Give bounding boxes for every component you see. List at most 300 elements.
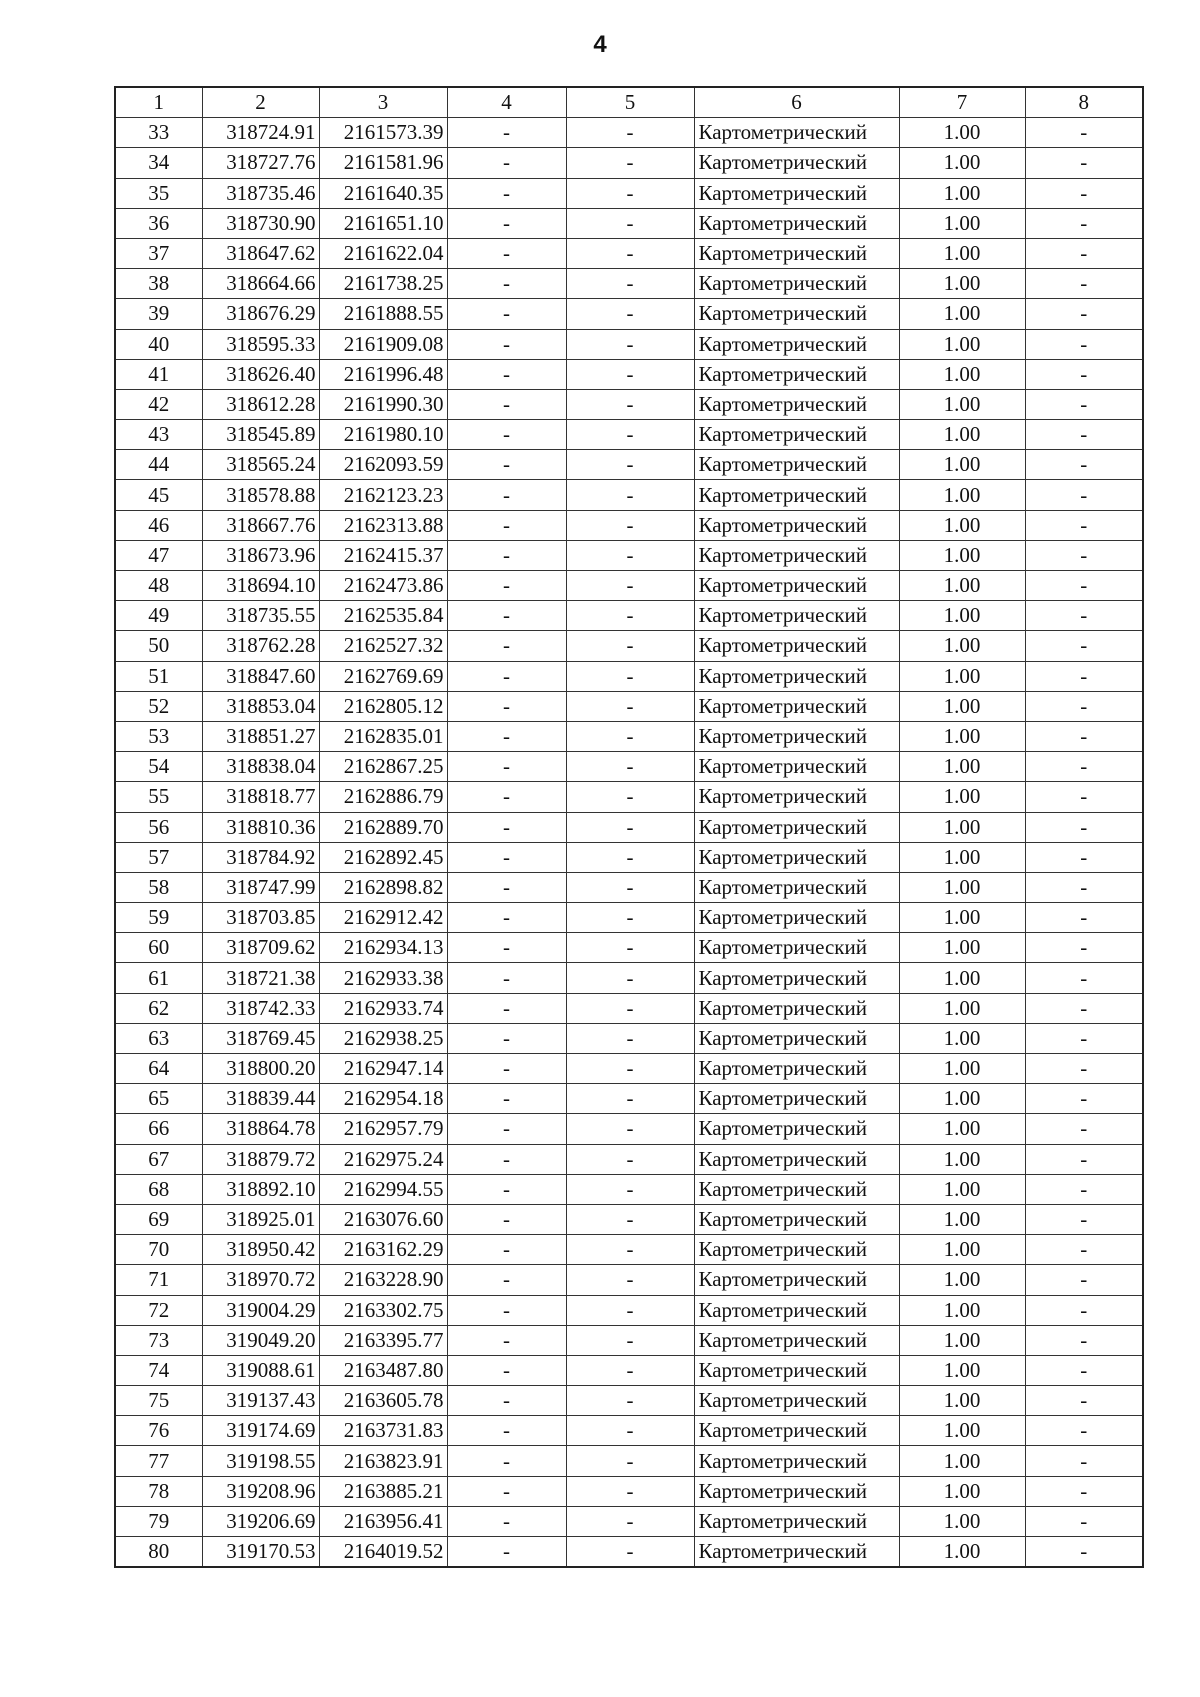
column-8-cell: - (1025, 571, 1143, 601)
method-cell: Картометрический (694, 661, 899, 691)
point-number-cell: 39 (115, 299, 202, 329)
column-5-cell: - (566, 359, 694, 389)
column-8-cell: - (1025, 752, 1143, 782)
column-4-cell: - (447, 208, 566, 238)
point-number-cell: 60 (115, 933, 202, 963)
x-coordinate-cell: 319208.96 (202, 1476, 319, 1506)
x-coordinate-cell: 318730.90 (202, 208, 319, 238)
table-row (115, 1295, 1143, 1325)
column-4-cell: - (447, 812, 566, 842)
column-5-cell: - (566, 148, 694, 178)
y-coordinate-cell: 2164019.52 (319, 1537, 447, 1568)
point-number-cell: 56 (115, 812, 202, 842)
x-coordinate-cell: 318703.85 (202, 903, 319, 933)
column-8-cell: - (1025, 1023, 1143, 1053)
column-header: 7 (899, 87, 1025, 118)
accuracy-cell: 1.00 (899, 782, 1025, 812)
accuracy-cell: 1.00 (899, 1386, 1025, 1416)
column-8-cell: - (1025, 1174, 1143, 1204)
column-8-cell: - (1025, 601, 1143, 631)
x-coordinate-cell: 318742.33 (202, 993, 319, 1023)
point-number-cell: 80 (115, 1537, 202, 1568)
x-coordinate-cell: 319198.55 (202, 1446, 319, 1476)
table-row (115, 238, 1143, 268)
y-coordinate-cell: 2162769.69 (319, 661, 447, 691)
y-coordinate-cell: 2162835.01 (319, 721, 447, 751)
point-number-cell: 35 (115, 178, 202, 208)
method-cell: Картометрический (694, 1476, 899, 1506)
y-coordinate-cell: 2161738.25 (319, 269, 447, 299)
method-cell: Картометрический (694, 1386, 899, 1416)
column-5-cell: - (566, 450, 694, 480)
column-8-cell: - (1025, 118, 1143, 148)
column-4-cell: - (447, 1537, 566, 1568)
point-number-cell: 61 (115, 963, 202, 993)
table-row (115, 933, 1143, 963)
column-5-cell: - (566, 782, 694, 812)
accuracy-cell: 1.00 (899, 118, 1025, 148)
method-cell: Картометрический (694, 208, 899, 238)
x-coordinate-cell: 318667.76 (202, 510, 319, 540)
column-5-cell: - (566, 1476, 694, 1506)
method-cell: Картометрический (694, 812, 899, 842)
point-number-cell: 72 (115, 1295, 202, 1325)
method-cell: Картометрический (694, 1084, 899, 1114)
point-number-cell: 33 (115, 118, 202, 148)
point-number-cell: 74 (115, 1355, 202, 1385)
point-number-cell: 38 (115, 269, 202, 299)
accuracy-cell: 1.00 (899, 812, 1025, 842)
x-coordinate-cell: 318847.60 (202, 661, 319, 691)
accuracy-cell: 1.00 (899, 1235, 1025, 1265)
point-number-cell: 50 (115, 631, 202, 661)
table-row (115, 269, 1143, 299)
method-cell: Картометрический (694, 1325, 899, 1355)
point-number-cell: 52 (115, 691, 202, 721)
table-row (115, 1416, 1143, 1446)
method-cell: Картометрический (694, 1265, 899, 1295)
column-8-cell: - (1025, 812, 1143, 842)
x-coordinate-cell: 318839.44 (202, 1084, 319, 1114)
column-4-cell: - (447, 238, 566, 268)
method-cell: Картометрический (694, 118, 899, 148)
x-coordinate-cell: 318578.88 (202, 480, 319, 510)
table-row (115, 1265, 1143, 1295)
column-5-cell: - (566, 238, 694, 268)
accuracy-cell: 1.00 (899, 872, 1025, 902)
accuracy-cell: 1.00 (899, 389, 1025, 419)
column-8-cell: - (1025, 148, 1143, 178)
column-8-cell: - (1025, 299, 1143, 329)
y-coordinate-cell: 2163885.21 (319, 1476, 447, 1506)
method-cell: Картометрический (694, 1174, 899, 1204)
table-row (115, 631, 1143, 661)
column-8-cell: - (1025, 661, 1143, 691)
table-row (115, 1506, 1143, 1536)
accuracy-cell: 1.00 (899, 1416, 1025, 1446)
method-cell: Картометрический (694, 933, 899, 963)
column-4-cell: - (447, 329, 566, 359)
table-row (115, 752, 1143, 782)
column-8-cell: - (1025, 420, 1143, 450)
column-5-cell: - (566, 1446, 694, 1476)
y-coordinate-cell: 2162933.38 (319, 963, 447, 993)
y-coordinate-cell: 2161640.35 (319, 178, 447, 208)
column-4-cell: - (447, 1084, 566, 1114)
point-number-cell: 76 (115, 1416, 202, 1446)
point-number-cell: 79 (115, 1506, 202, 1536)
x-coordinate-cell: 319049.20 (202, 1325, 319, 1355)
x-coordinate-cell: 318727.76 (202, 148, 319, 178)
accuracy-cell: 1.00 (899, 661, 1025, 691)
coordinates-table (114, 86, 1144, 1568)
y-coordinate-cell: 2161651.10 (319, 208, 447, 238)
x-coordinate-cell: 319004.29 (202, 1295, 319, 1325)
column-8-cell: - (1025, 1265, 1143, 1295)
column-4-cell: - (447, 1355, 566, 1385)
table-row (115, 510, 1143, 540)
column-8-cell: - (1025, 933, 1143, 963)
column-8-cell: - (1025, 782, 1143, 812)
table-row (115, 842, 1143, 872)
point-number-cell: 63 (115, 1023, 202, 1053)
accuracy-cell: 1.00 (899, 721, 1025, 751)
column-8-cell: - (1025, 993, 1143, 1023)
column-8-cell: - (1025, 329, 1143, 359)
column-4-cell: - (447, 933, 566, 963)
y-coordinate-cell: 2162886.79 (319, 782, 447, 812)
y-coordinate-cell: 2162889.70 (319, 812, 447, 842)
column-5-cell: - (566, 1204, 694, 1234)
y-coordinate-cell: 2162933.74 (319, 993, 447, 1023)
accuracy-cell: 1.00 (899, 148, 1025, 178)
x-coordinate-cell: 318762.28 (202, 631, 319, 661)
accuracy-cell: 1.00 (899, 631, 1025, 661)
accuracy-cell: 1.00 (899, 208, 1025, 238)
column-4-cell: - (447, 872, 566, 902)
point-number-cell: 37 (115, 238, 202, 268)
column-4-cell: - (447, 842, 566, 872)
point-number-cell: 47 (115, 540, 202, 570)
accuracy-cell: 1.00 (899, 1054, 1025, 1084)
column-5-cell: - (566, 389, 694, 419)
x-coordinate-cell: 318925.01 (202, 1204, 319, 1234)
column-4-cell: - (447, 1204, 566, 1234)
y-coordinate-cell: 2162535.84 (319, 601, 447, 631)
table-row (115, 1023, 1143, 1053)
column-5-cell: - (566, 540, 694, 570)
table-row (115, 872, 1143, 902)
y-coordinate-cell: 2161622.04 (319, 238, 447, 268)
point-number-cell: 77 (115, 1446, 202, 1476)
method-cell: Картометрический (694, 782, 899, 812)
accuracy-cell: 1.00 (899, 1084, 1025, 1114)
y-coordinate-cell: 2163487.80 (319, 1355, 447, 1385)
accuracy-cell: 1.00 (899, 540, 1025, 570)
accuracy-cell: 1.00 (899, 601, 1025, 631)
accuracy-cell: 1.00 (899, 1114, 1025, 1144)
column-5-cell: - (566, 601, 694, 631)
y-coordinate-cell: 2162957.79 (319, 1114, 447, 1144)
column-8-cell: - (1025, 359, 1143, 389)
y-coordinate-cell: 2162805.12 (319, 691, 447, 721)
method-cell: Картометрический (694, 1144, 899, 1174)
accuracy-cell: 1.00 (899, 963, 1025, 993)
page-number: 4 (593, 31, 607, 58)
column-4-cell: - (447, 1144, 566, 1174)
table-row (115, 993, 1143, 1023)
table-row (115, 691, 1143, 721)
column-5-cell: - (566, 903, 694, 933)
column-4-cell: - (447, 540, 566, 570)
method-cell: Картометрический (694, 540, 899, 570)
column-8-cell: - (1025, 1355, 1143, 1385)
y-coordinate-cell: 2161909.08 (319, 329, 447, 359)
column-4-cell: - (447, 661, 566, 691)
x-coordinate-cell: 318664.66 (202, 269, 319, 299)
y-coordinate-cell: 2162912.42 (319, 903, 447, 933)
x-coordinate-cell: 318892.10 (202, 1174, 319, 1204)
method-cell: Картометрический (694, 1204, 899, 1234)
method-cell: Картометрический (694, 1235, 899, 1265)
column-5-cell: - (566, 1325, 694, 1355)
table-row (115, 208, 1143, 238)
accuracy-cell: 1.00 (899, 1446, 1025, 1476)
x-coordinate-cell: 318545.89 (202, 420, 319, 450)
column-4-cell: - (447, 993, 566, 1023)
column-4-cell: - (447, 1265, 566, 1295)
method-cell: Картометрический (694, 1446, 899, 1476)
column-5-cell: - (566, 1235, 694, 1265)
column-4-cell: - (447, 1295, 566, 1325)
accuracy-cell: 1.00 (899, 691, 1025, 721)
accuracy-cell: 1.00 (899, 178, 1025, 208)
x-coordinate-cell: 318950.42 (202, 1235, 319, 1265)
y-coordinate-cell: 2161980.10 (319, 420, 447, 450)
y-coordinate-cell: 2161581.96 (319, 148, 447, 178)
column-8-cell: - (1025, 963, 1143, 993)
point-number-cell: 51 (115, 661, 202, 691)
column-5-cell: - (566, 571, 694, 601)
method-cell: Картометрический (694, 631, 899, 661)
y-coordinate-cell: 2163731.83 (319, 1416, 447, 1446)
column-header: 2 (202, 87, 319, 118)
column-4-cell: - (447, 359, 566, 389)
point-number-cell: 66 (115, 1114, 202, 1144)
table-row (115, 1084, 1143, 1114)
y-coordinate-cell: 2163605.78 (319, 1386, 447, 1416)
x-coordinate-cell: 318853.04 (202, 691, 319, 721)
table-row (115, 721, 1143, 751)
y-coordinate-cell: 2163956.41 (319, 1506, 447, 1536)
column-4-cell: - (447, 450, 566, 480)
x-coordinate-cell: 318612.28 (202, 389, 319, 419)
column-8-cell: - (1025, 1416, 1143, 1446)
column-5-cell: - (566, 933, 694, 963)
method-cell: Картометрический (694, 903, 899, 933)
column-4-cell: - (447, 1416, 566, 1446)
x-coordinate-cell: 318735.46 (202, 178, 319, 208)
accuracy-cell: 1.00 (899, 510, 1025, 540)
accuracy-cell: 1.00 (899, 1023, 1025, 1053)
column-8-cell: - (1025, 1325, 1143, 1355)
point-number-cell: 55 (115, 782, 202, 812)
y-coordinate-cell: 2161888.55 (319, 299, 447, 329)
method-cell: Картометрический (694, 1023, 899, 1053)
y-coordinate-cell: 2162975.24 (319, 1144, 447, 1174)
method-cell: Картометрический (694, 359, 899, 389)
x-coordinate-cell: 318747.99 (202, 872, 319, 902)
column-8-cell: - (1025, 691, 1143, 721)
x-coordinate-cell: 318721.38 (202, 963, 319, 993)
accuracy-cell: 1.00 (899, 1355, 1025, 1385)
column-4-cell: - (447, 118, 566, 148)
method-cell: Картометрический (694, 721, 899, 751)
column-5-cell: - (566, 872, 694, 902)
y-coordinate-cell: 2163228.90 (319, 1265, 447, 1295)
table-row (115, 661, 1143, 691)
column-4-cell: - (447, 963, 566, 993)
column-5-cell: - (566, 752, 694, 782)
column-header: 6 (694, 87, 899, 118)
x-coordinate-cell: 319170.53 (202, 1537, 319, 1568)
y-coordinate-cell: 2161996.48 (319, 359, 447, 389)
x-coordinate-cell: 318838.04 (202, 752, 319, 782)
x-coordinate-cell: 318879.72 (202, 1144, 319, 1174)
accuracy-cell: 1.00 (899, 1265, 1025, 1295)
accuracy-cell: 1.00 (899, 1537, 1025, 1568)
accuracy-cell: 1.00 (899, 1144, 1025, 1174)
point-number-cell: 68 (115, 1174, 202, 1204)
y-coordinate-cell: 2162938.25 (319, 1023, 447, 1053)
x-coordinate-cell: 318709.62 (202, 933, 319, 963)
point-number-cell: 57 (115, 842, 202, 872)
table-row (115, 903, 1143, 933)
point-number-cell: 34 (115, 148, 202, 178)
y-coordinate-cell: 2162123.23 (319, 480, 447, 510)
point-number-cell: 64 (115, 1054, 202, 1084)
column-5-cell: - (566, 420, 694, 450)
point-number-cell: 46 (115, 510, 202, 540)
column-4-cell: - (447, 903, 566, 933)
column-8-cell: - (1025, 540, 1143, 570)
method-cell: Картометрический (694, 450, 899, 480)
table-row (115, 359, 1143, 389)
column-5-cell: - (566, 1295, 694, 1325)
column-5-cell: - (566, 1023, 694, 1053)
point-number-cell: 70 (115, 1235, 202, 1265)
column-4-cell: - (447, 510, 566, 540)
column-5-cell: - (566, 1386, 694, 1416)
table-row (115, 148, 1143, 178)
x-coordinate-cell: 318800.20 (202, 1054, 319, 1084)
method-cell: Картометрический (694, 178, 899, 208)
column-5-cell: - (566, 480, 694, 510)
column-5-cell: - (566, 1054, 694, 1084)
accuracy-cell: 1.00 (899, 329, 1025, 359)
table-row (115, 1235, 1143, 1265)
table-row (115, 812, 1143, 842)
point-number-cell: 54 (115, 752, 202, 782)
table-body (115, 118, 1143, 1568)
method-cell: Картометрический (694, 1054, 899, 1084)
x-coordinate-cell: 319137.43 (202, 1386, 319, 1416)
column-4-cell: - (447, 389, 566, 419)
x-coordinate-cell: 318810.36 (202, 812, 319, 842)
x-coordinate-cell: 318769.45 (202, 1023, 319, 1053)
y-coordinate-cell: 2162867.25 (319, 752, 447, 782)
column-8-cell: - (1025, 1204, 1143, 1234)
x-coordinate-cell: 319174.69 (202, 1416, 319, 1446)
point-number-cell: 78 (115, 1476, 202, 1506)
column-8-cell: - (1025, 872, 1143, 902)
column-5-cell: - (566, 1114, 694, 1144)
column-4-cell: - (447, 148, 566, 178)
column-8-cell: - (1025, 721, 1143, 751)
method-cell: Картометрический (694, 1295, 899, 1325)
column-8-cell: - (1025, 1295, 1143, 1325)
point-number-cell: 75 (115, 1386, 202, 1416)
y-coordinate-cell: 2162994.55 (319, 1174, 447, 1204)
method-cell: Картометрический (694, 389, 899, 419)
point-number-cell: 58 (115, 872, 202, 902)
table-row (115, 540, 1143, 570)
column-header: 8 (1025, 87, 1143, 118)
method-cell: Картометрический (694, 872, 899, 902)
column-5-cell: - (566, 299, 694, 329)
x-coordinate-cell: 318970.72 (202, 1265, 319, 1295)
point-number-cell: 65 (115, 1084, 202, 1114)
column-8-cell: - (1025, 389, 1143, 419)
accuracy-cell: 1.00 (899, 450, 1025, 480)
table-row (115, 1325, 1143, 1355)
column-4-cell: - (447, 299, 566, 329)
table-row (115, 118, 1143, 148)
point-number-cell: 71 (115, 1265, 202, 1295)
column-8-cell: - (1025, 1446, 1143, 1476)
point-number-cell: 62 (115, 993, 202, 1023)
column-4-cell: - (447, 1023, 566, 1053)
accuracy-cell: 1.00 (899, 842, 1025, 872)
column-5-cell: - (566, 269, 694, 299)
point-number-cell: 40 (115, 329, 202, 359)
method-cell: Картометрический (694, 691, 899, 721)
column-8-cell: - (1025, 1084, 1143, 1114)
column-8-cell: - (1025, 1144, 1143, 1174)
column-8-cell: - (1025, 1114, 1143, 1144)
method-cell: Картометрический (694, 269, 899, 299)
column-5-cell: - (566, 1537, 694, 1568)
accuracy-cell: 1.00 (899, 269, 1025, 299)
accuracy-cell: 1.00 (899, 571, 1025, 601)
point-number-cell: 69 (115, 1204, 202, 1234)
column-4-cell: - (447, 631, 566, 661)
column-5-cell: - (566, 510, 694, 540)
table-row (115, 963, 1143, 993)
column-8-cell: - (1025, 510, 1143, 540)
column-4-cell: - (447, 1506, 566, 1536)
column-4-cell: - (447, 1174, 566, 1204)
point-number-cell: 59 (115, 903, 202, 933)
table-row (115, 1204, 1143, 1234)
column-5-cell: - (566, 1416, 694, 1446)
table-row (115, 389, 1143, 419)
method-cell: Картометрический (694, 842, 899, 872)
accuracy-cell: 1.00 (899, 1325, 1025, 1355)
y-coordinate-cell: 2162892.45 (319, 842, 447, 872)
y-coordinate-cell: 2162527.32 (319, 631, 447, 661)
y-coordinate-cell: 2162947.14 (319, 1054, 447, 1084)
